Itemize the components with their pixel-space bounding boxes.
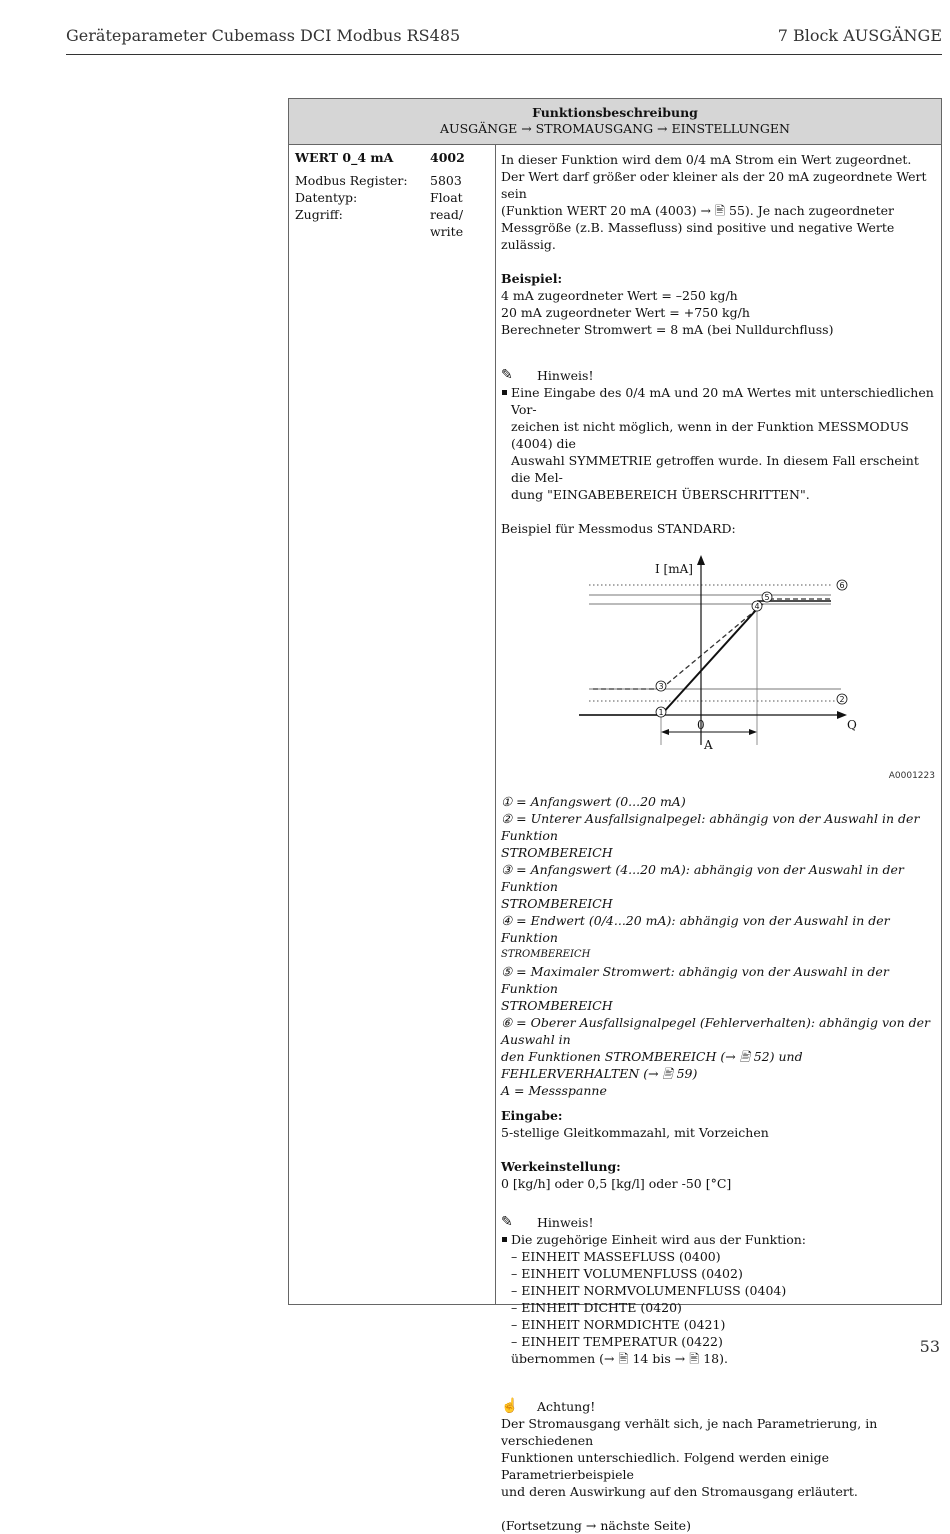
- unit-list-item: – EINHEIT VOLUMENFLUSS (0402): [511, 1266, 743, 1281]
- access-value-2: write: [430, 224, 464, 239]
- span-arrow-left: [661, 729, 669, 735]
- page-header-chapter: 7 Block AUSGÄNGE: [777, 26, 942, 45]
- desc-line: (Funktion WERT 20 mA (4003) → 🖹 55). Je nach zugeordneter: [501, 203, 895, 218]
- bullet-square-icon: [501, 1231, 511, 1367]
- header-rule: [66, 54, 942, 55]
- example-line: Berechneter Stromwert = 8 mA (bei Nulldurchfluss): [501, 322, 834, 337]
- marker-3-label: 3: [658, 682, 664, 691]
- example-title: Beispiel:: [501, 271, 563, 286]
- solid-ramp: [661, 609, 757, 715]
- table-path: AUSGÄNGE → STROMAUSGANG → EINSTELLUNGEN: [440, 121, 790, 136]
- unit-list-item: – EINHEIT TEMPERATUR (0422): [511, 1334, 723, 1349]
- table-title: Funktionsbeschreibung: [532, 105, 698, 120]
- pencil-icon: ✎: [501, 1214, 513, 1230]
- note2-bullet: [501, 1231, 935, 1367]
- marker-2-label: 2: [839, 695, 845, 704]
- function-info-column: [289, 145, 496, 1304]
- factory-text: 0 [kg/h] oder 0,5 [kg/l] oder -50 [°C]: [501, 1176, 732, 1191]
- example-line: 20 mA zugeordneter Wert = +750 kg/h: [501, 305, 750, 320]
- note2-intro: Die zugehörige Einheit wird aus der Funktion:: [511, 1232, 807, 1247]
- modbus-label: Modbus Register:: [295, 173, 408, 188]
- note-bullet: [501, 384, 935, 503]
- x-axis-label: Q: [847, 718, 857, 732]
- legend-line: STROMBEREICH: [501, 998, 613, 1013]
- marker-4-label: 4: [754, 602, 760, 611]
- table-header: [289, 99, 941, 145]
- note-line: Eine Eingabe des 0/4 mA und 20 mA Wertes mit unterschiedlichen Vor-: [511, 385, 934, 417]
- example2-title: Beispiel für Messmodus STANDARD:: [501, 521, 736, 536]
- zero-label: 0: [697, 718, 705, 732]
- caution-heading: [501, 1398, 935, 1415]
- desc-line: In dieser Funktion wird dem 0/4 mA Strom ein Wert zugeordnet.: [501, 152, 912, 167]
- caution-line: Funktionen unterschiedlich. Folgend werden einige Parametrierbeispiele: [501, 1450, 829, 1482]
- unit-list-item: – EINHEIT NORMVOLUMENFLUSS (0404): [511, 1283, 787, 1298]
- diagram-legend: [501, 793, 935, 1099]
- current-output-diagram: [501, 549, 935, 793]
- legend-line: A = Messspanne: [501, 1083, 607, 1098]
- continued-note: (Fortsetzung → nächste Seite): [501, 1518, 691, 1533]
- caution-line: und deren Auswirkung auf den Stromausgang erläutert.: [501, 1484, 858, 1499]
- note2-title: Hinweis!: [537, 1215, 594, 1230]
- function-code: 4002: [430, 150, 465, 165]
- caution-line: Der Stromausgang verhält sich, je nach Parametrierung, in verschiedenen: [501, 1416, 878, 1448]
- note-line: zeichen ist nicht möglich, wenn in der Funktion MESSMODUS (4004) die: [511, 419, 909, 451]
- function-name: WERT 0_4 mA: [295, 150, 394, 165]
- access-value-1: read/: [430, 207, 464, 222]
- datatype-label: Datentyp:: [295, 190, 358, 205]
- pencil-icon: ✎: [501, 367, 513, 383]
- note-line: dung "EINGABEBEREICH ÜBERSCHRITTEN".: [511, 487, 810, 502]
- span-label: A: [704, 738, 713, 752]
- note-title: Hinweis!: [537, 368, 594, 383]
- example-line: 4 mA zugeordneter Wert = –250 kg/h: [501, 288, 738, 303]
- note-heading: [501, 367, 935, 384]
- marker-5-label: 5: [764, 593, 770, 602]
- y-axis-label: I [mA]: [655, 562, 693, 576]
- page-header-title: Geräteparameter Cubemass DCI Modbus RS485: [66, 26, 461, 45]
- page-number: 53: [919, 1337, 940, 1356]
- span-arrow-right: [749, 729, 757, 735]
- desc-line: Der Wert darf größer oder kleiner als der 20 mA zugeordnete Wert sein: [501, 169, 927, 201]
- legend-line: ⑤ = Maximaler Stromwert: abhängig von der Auswahl in der Funktion: [501, 964, 889, 996]
- datatype-value: Float: [430, 190, 463, 205]
- note2-outro: übernommen (→ 🖹 14 bis → 🖹 18).: [511, 1351, 728, 1366]
- modbus-value: 5803: [430, 173, 462, 188]
- legend-line: ④ = Endwert (0/4...20 mA): abhängig von der Auswahl in der Funktion: [501, 913, 890, 945]
- figure-id: A0001223: [888, 771, 935, 781]
- legend-line: STROMBEREICH: [501, 949, 591, 960]
- marker-1-label: 1: [658, 708, 664, 717]
- note2-heading: [501, 1214, 935, 1231]
- note-line: Auswahl SYMMETRIE getroffen wurde. In diesem Fall erscheint die Mel-: [511, 453, 919, 485]
- diagram-svg: [501, 549, 937, 789]
- factory-title: Werkeinstellung:: [501, 1159, 621, 1174]
- input-title: Eingabe:: [501, 1108, 563, 1123]
- input-text: 5-stellige Gleitkommazahl, mit Vorzeichen: [501, 1125, 769, 1140]
- unit-list-item: – EINHEIT MASSEFLUSS (0400): [511, 1249, 721, 1264]
- legend-line: ③ = Anfangswert (4...20 mA): abhängig von der Auswahl in der Funktion: [501, 862, 904, 894]
- unit-list-item: – EINHEIT NORMDICHTE (0421): [511, 1317, 726, 1332]
- hand-warning-icon: ☝: [501, 1398, 519, 1414]
- desc-line: Messgröße (z.B. Massefluss) sind positive und negative Werte zulässig.: [501, 220, 895, 252]
- y-axis-arrow: [697, 555, 705, 565]
- legend-line: den Funktionen STROMBEREICH (→ 🖹 52) und FEHLERVERHALTEN (→ 🖹 59): [501, 1049, 803, 1081]
- caution-title: Achtung!: [537, 1399, 596, 1414]
- marker-6-label: 6: [839, 581, 845, 590]
- legend-line: STROMBEREICH: [501, 845, 613, 860]
- unit-list-item: – EINHEIT DICHTE (0420): [511, 1300, 682, 1315]
- bullet-square-icon: [501, 384, 511, 503]
- x-axis-arrow: [837, 711, 847, 719]
- legend-line: STROMBEREICH: [501, 896, 613, 911]
- access-label: Zugriff:: [295, 207, 343, 222]
- legend-line: ① = Anfangswert (0...20 mA): [501, 794, 686, 809]
- legend-line: ② = Unterer Ausfallsignalpegel: abhängig von der Auswahl in der Funktion: [501, 811, 920, 843]
- legend-line: ⑥ = Oberer Ausfallsignalpegel (Fehlerverhalten): abhängig von der Auswahl in: [501, 1015, 930, 1047]
